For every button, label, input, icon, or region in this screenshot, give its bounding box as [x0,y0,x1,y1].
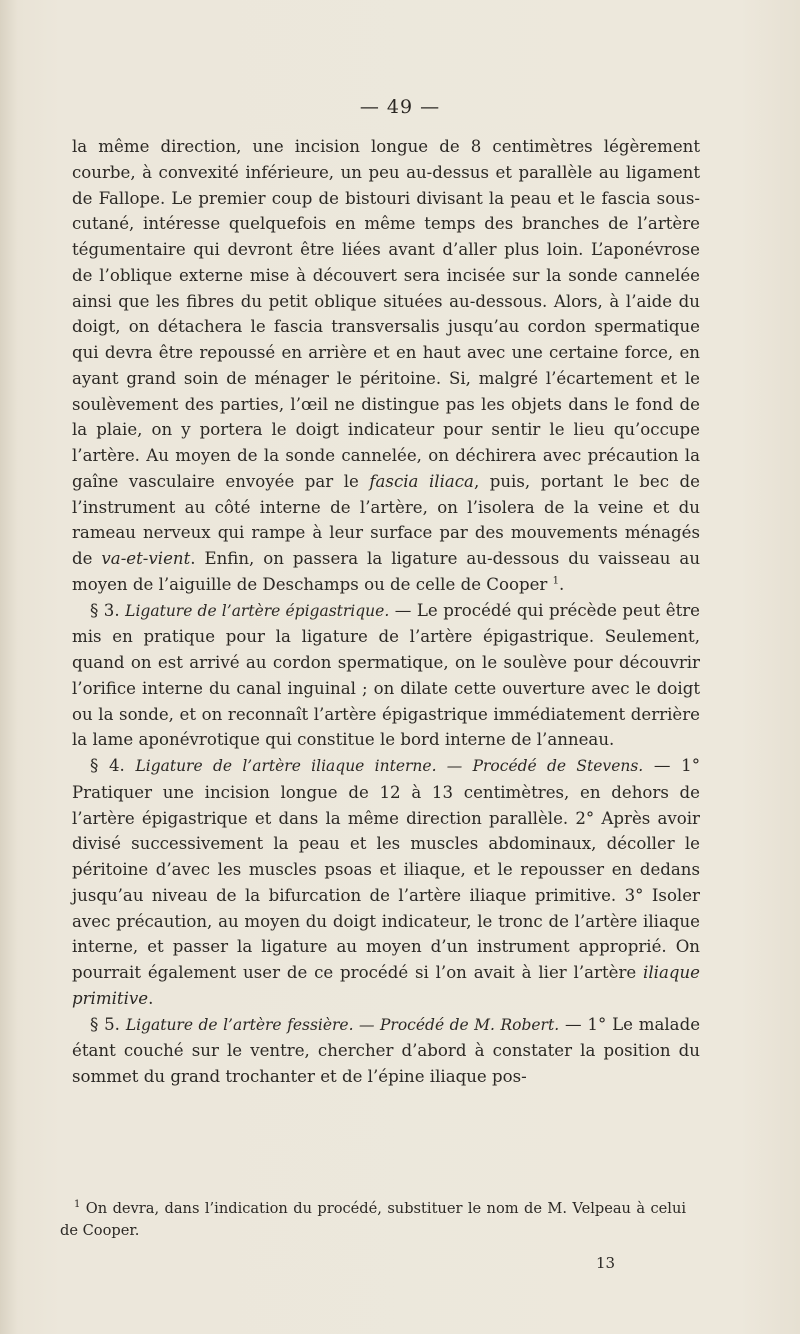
section-heading: Ligature de l’artère iliaque interne. — Procédé de Stevens. [135,757,644,775]
footnote-marker: 1 [74,1199,81,1211]
section-4 [72,753,700,1012]
section-text: — 1° Pratiquer une incision longue de 12 à 13 centimètres, en dehors de l’artère épigastrique et dans la même direction parallèle. 2° Après avoir divisé successivement la peau et les muscles abdominaux, décoller le péritoine d’avec les muscles psoas et iliaque, et le repousser en dedans jusqu’au niveau de la bifurcation de l’artère iliaque primitive. 3° Isoler avec précaution, au moyen du doigt indicateur, le tronc de l’artère iliaque interne, et passer la ligature au moyen d’un instrument approprié. On pourrait également user de ce procédé si l’on avait à lier l’artère [72,756,700,982]
footnote-text: On devra, dans l’indication du procédé, substituer le nom de M. Velpeau à celui de Cooper. [60,1200,687,1239]
body-text [72,134,700,1090]
page-number: — 49 — [359,96,441,118]
italic-term: va-et-vient [101,549,191,568]
italic-term: iliaque primitive [72,963,700,1008]
italic-term: fascia iliaca [369,471,474,491]
section-5 [72,1012,700,1090]
paragraph-text: , puis, portant le bec de l’instrument au côté interne de l’artère, on l’isolera de la veine et du rameau nerveux qui rampe à leur surface par des mouvements ménagés de [72,471,700,568]
footnote [60,1198,686,1242]
section-text: — 1° Le malade étant couché sur le ventre, chercher d’abord à constater la position du sommet du grand trochanter et de l’épine iliaque pos- [72,1014,701,1086]
section-number: § 5. [90,1014,120,1034]
section-3 [72,598,700,754]
section-heading: Ligature de l’artère épigastrique. [125,601,390,620]
footnote-ref: 1 [552,575,560,587]
paragraph-continuation [72,134,700,598]
paragraph-text: . [559,574,565,594]
paragraph-text: . Enfin, on passera la ligature au-dessous du vaisseau au moyen de l’aiguille de Deschamps ou de celle de Cooper [72,549,700,594]
section-heading: Ligature de l’artère fessière. — Procédé de M. Robert. [125,1015,560,1034]
section-text: . [148,988,154,1008]
section-number: § 4. [90,756,125,775]
paragraph-text: la même direction, une incision longue de 8 centimètres légèrement courbe, à convexité inférieure, un peu au-dessus et parallèle au ligament de Fallope. Le premier coup de bistouri divisant la peau et le fascia sous-cutané, intéresse quelquefois en même temps des branches de l’artère tégumentaire qui devront être liées avant d’aller plus loin. L’aponévrose de l’oblique externe mise à découvert sera incisée sur la sonde cannelée ainsi que les fibres du petit oblique situées au-dessous. Alors, à l’aide du doigt, on détachera le fascia transversalis jusqu’au cordon spermatique qui devra être repoussé en arrière et en haut avec une certaine force, en ayant grand soin de ménager le péritoine. Si, malgré l’écartement et le soulèvement des parties, l’œil ne distingue pas les objets dans le fond de la plaie, on y portera le doigt indicateur pour sentir le lieu qu’occupe l’artère. Au moyen de la sonde cannelée, on déchirera avec précaution la gaîne vasculaire envoyée par le [72,137,700,491]
signature-mark: 13 [596,1254,616,1272]
section-text: — Le procédé qui précède peut être mis en pratique pour la ligature de l’artère épigastrique. Seulement, quand on est arrivé au cordon spermatique, on le soulève pour découvrir l’orifice interne du canal inguinal ; on dilate cette ouverture avec le doigt ou la sonde, et on reconnaît l’artère épigastrique immédiatement derrière la lame aponévrotique qui constitue le bord interne de l’anneau. [72,600,700,750]
section-number: § 3. [90,600,120,620]
